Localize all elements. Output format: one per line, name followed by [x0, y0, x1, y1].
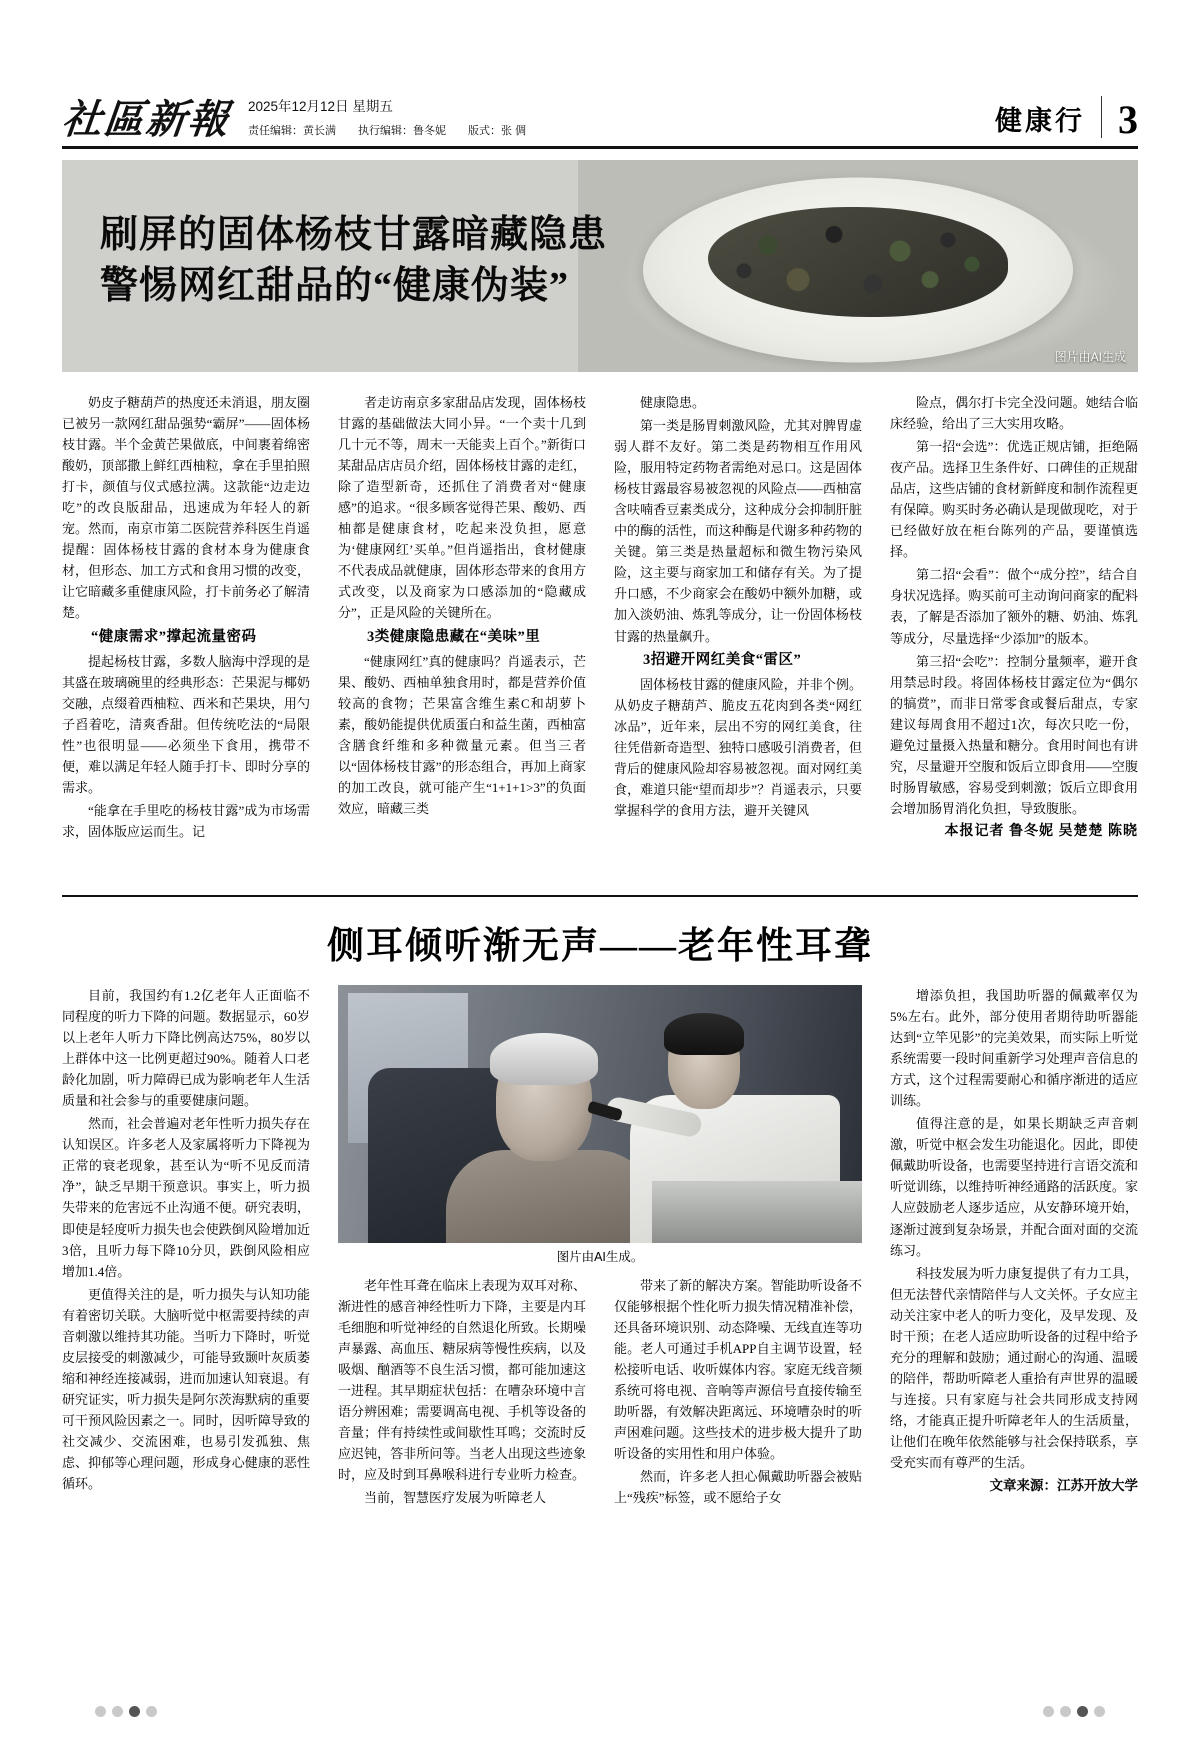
article2-photo-caption: 图片由AI生成。 [556, 1250, 644, 1264]
credit-responsible-editor: 责任编辑：黄长满 [248, 125, 336, 137]
paragraph: 科技发展为听力康复提供了有力工具，但无法替代亲情陪伴与人文关怀。子女应主动关注家中老人的听力变化，及早发现、及时干预；在老人适应助听设备的过程中给予充分的理解和鼓励；通过耐心的沟通、温暖的陪伴，帮助听障老人重拾有声世界的温暖与连接。只有家庭与社会共同形成支持网络，才能真正提升听障老年人的生活质量，让他们在晚年依然能够与社会保持联系，享受充实而有尊严的生活。 [890, 1265, 1138, 1471]
section-divider [1101, 96, 1102, 138]
paragraph: 者走访南京多家甜品店发现，固体杨枝甘露的基础做法大同小异。“一个卖十几到几十元不等，周末一天能卖上百个。”新街口某甜品店店员介绍，固体杨枝甘露的走红，除了造型新奇，还抓住了消费者对“健康感”的追求。“很多顾客觉得芒果、酸奶、西柚都是健康食材，吃起来没负担，愿意为‘健康网红’买单。”但肖遥指出，食材健康不代表成品就健康，固体形态带来的食用方式改变，以及商家为口感添加的“隐藏成分”，正是风险的关键所在。 [338, 395, 586, 621]
editor-credits [248, 122, 526, 138]
article2-column-2 [338, 1275, 586, 1511]
paragraph: 第一招“会选”：优选正规店铺，拒绝隔夜产品。选择卫生条件好、口碑佳的正规甜品店，这些店铺的食材新鲜度和制作流程更有保障。购买时务必确认是现做现吃，对于已经做好放在柜台陈列的产品，要谨慎选择。 [890, 439, 1138, 560]
article1-body [62, 392, 1138, 877]
paragraph: 带来了新的解决方案。智能助听设备不仅能够根据个性化听力损失情况精准补偿，还具备环境识别、动态降噪、无线直连等功能。老人可通过手机APP自主调节设置，轻松接听电话、收听媒体内容。家庭无线音频系统可将电视、音响等声源信号直接传输至助听器，有效解决距离远、环境嘈杂时的听声困难问题。这些技术的进步极大提升了助听设备的实用性和用户体验。 [614, 1278, 862, 1462]
newspaper-logo: 社區新報 [59, 97, 233, 142]
doctor-hair-shape [664, 1013, 744, 1055]
footer-dot [95, 1706, 106, 1717]
article1-column-1 [62, 392, 310, 877]
article2-column-3 [614, 1275, 862, 1511]
paragraph: 奶皮子糖葫芦的热度还未消退，朋友圈已被另一款网红甜品强势“霸屏”——固体杨枝甘露。半个金黄芒果做底，中间裹着绵密酸奶，顶部撒上鲜红西柚粒，拿在手里拍照打卡，颜值与仪式感拉满。这款能“边走边吃”的改良版甜品，迅速成为年轻人的新宠。然而，南京市第二医院营养科医生肖遥提醒：固体杨枝甘露的食材本身为健康食材，但形态、加工方式和食用习惯的改变，让它暗藏多重健康风险，打卡前务必了解清楚。 [62, 395, 310, 621]
article2-column-4 [890, 985, 1138, 1499]
article1-byline: 本报记者 鲁冬妮 吴楚楚 陈晓 [944, 823, 1138, 839]
paragraph: “能拿在手里吃的杨枝甘露”成为市场需求，固体版应运而生。记 [62, 803, 310, 840]
paragraph: 第二招“会看”：做个“成分控”，结合自身状况选择。购买前可主动询问商家的配料表，了解是否添加了额外的糖、奶油、炼乳等成分，尽量选择“少添加”的版本。 [890, 567, 1138, 646]
section-title: 健康行 [995, 106, 1085, 136]
paragraph: 老年性耳聋在临床上表现为双耳对称、渐进性的感音神经性听力下降，主要是内耳毛细胞和听觉神经的自然退化所致。长期噪声暴露、高血压、糖尿病等慢性疾病，以及吸烟、酗酒等不良生活习惯，都可能加速这一进程。其早期症状包括：在嘈杂环境中言语分辨困难；需要调高电视、手机等设备的音量；伴有持续性或间歇性耳鸣；交流时反应迟钝，答非所问等。当老人出现这些迹象时，应及时到耳鼻喉科进行专业听力检查。 [338, 1278, 586, 1483]
article2-photo [338, 985, 862, 1243]
credit-executive-editor: 执行编辑：鲁冬妮 [358, 125, 446, 137]
article1-column-2 [338, 392, 586, 877]
paragraph: 值得注意的是，如果长期缺乏声音刺激，听觉中枢会发生功能退化。因此，即使佩戴助听设备，也需要坚持进行言语交流和听觉训练，以维持听神经通路的活跃度。家人应鼓励老人逐步适应，从安静环境开始，逐渐过渡到复杂场景，并配合面对面的交流练习。 [890, 1116, 1138, 1258]
article1-subhead-1: “健康需求”撑起流量密码 [91, 628, 257, 645]
article-divider-rule [62, 895, 1138, 897]
paragraph: 然而，许多老人担心佩戴助听器会被贴上“残疾”标签，或不愿给子女 [614, 1469, 862, 1506]
footer-dots-left [95, 1706, 157, 1717]
article2-column-1 [62, 985, 310, 1496]
paragraph: 当前，智慧医疗发展为听障老人 [364, 1490, 547, 1506]
article1-subhead-3: 3招避开网红美食“雷区” [643, 651, 802, 668]
article1-column-3 [614, 392, 862, 877]
paragraph: 固体杨枝甘露的健康风险，并非个例。从奶皮子糖葫芦、脆皮五花肉到各类“网红冰品”，近年来，层出不穷的网红美食，往往凭借新奇造型、独特口感吸引消费者，但背后的健康风险却容易被忽视。面对网红美食，难道只能“望而却步”？肖遥表示，只要掌握科学的食用方法，避开关键风 [614, 677, 862, 819]
page-number: 3 [1118, 97, 1138, 142]
desk-shape [652, 1181, 862, 1243]
patient-hair-shape [490, 1033, 598, 1085]
paragraph: 险点，偶尔打卡完全没问题。她结合临床经验，给出了三大实用攻略。 [890, 395, 1138, 432]
credit-layout: 版式：张 倜 [468, 125, 527, 137]
paragraph: 第一类是肠胃刺激风险，尤其对脾胃虚弱人群不友好。第二类是药物相互作用风险，服用特定药物者需绝对忌口。这是固体杨枝甘露最容易被忽视的风险点——西柚富含呋喃香豆素类成分，这种成分会抑制肝脏中的酶的活性，而这种酶是代谢多种药物的关键。第三类是热量超标和微生物污染风险，这主要与商家加工和储存有关。为了提升口感，不少商家会在酸奶中额外加糖，或加入淡奶油、炼乳等成分，让一份固体杨枝甘露的热量飙升。 [614, 418, 862, 644]
article1-column-4 [890, 392, 1138, 877]
footer-dot [129, 1706, 140, 1717]
hero-photo-caption: 图片由AI生成 [1054, 350, 1126, 364]
masthead-rule [62, 146, 1138, 149]
footer-dot [1077, 1706, 1088, 1717]
article1-hero [62, 160, 1138, 372]
article1-headline [100, 210, 740, 312]
article2-body [62, 985, 1138, 1665]
article2-source: 文章来源：江苏开放大学 [989, 1478, 1138, 1494]
patient-body-shape [446, 1150, 656, 1243]
footer-dot [146, 1706, 157, 1717]
masthead-meta [248, 95, 526, 140]
paragraph: 提起杨枝甘露，多数人脑海中浮现的是其盛在玻璃碗里的经典形态：芒果泥与椰奶交融，点缀着西柚粒、西米和芒果块，用勺子舀着吃，清爽香甜。但传统吃法的“局限性”也很明显——必须坐下食用，携带不便，难以满足年轻人随手打卡、即时分享的需求。 [62, 654, 310, 796]
paragraph: 然而，社会普遍对老年性听力损失存在认知误区。许多老人及家属将听力下降视为正常的衰老现象，甚至认为“听不见反而清净”，缺乏早期干预意识。事实上，听力损失带来的危害远不止沟通不便。研究表明，即使是轻度听力损失也会使跌倒风险增加近3倍，且听力每下降10分贝，跌倒风险相应增加1.4倍。 [62, 1116, 310, 1279]
masthead [59, 78, 1138, 142]
footer-dot [1043, 1706, 1054, 1717]
paragraph: 增添负担，我国助听器的佩戴率仅为5%左右。此外，部分使用者期待助听器能达到“立竿见影”的完美效果，而实际上听觉系统需要一段时间重新学习处理声音信息的方式，这个过程需要耐心和循序渐进的适应训练。 [890, 988, 1138, 1109]
paragraph: 目前，我国约有1.2亿老年人正面临不同程度的听力下降的问题。数据显示，60岁以上老年人听力下降比例高达75%，80岁以上群体中这一比例更超过90%。随着人口老龄化加剧，听力障碍已成为影响老年人生活质量和社会参与的重要健康问题。 [62, 988, 310, 1109]
paragraph: 第三招“会吃”：控制分量频率，避开食用禁忌时段。将固体杨枝甘露定位为“偶尔的犒赏”，而非日常零食或餐后甜点，专家建议每周食用不超过1次，每次只吃一份，避免过量摄入热量和糖分。食用时间也有讲究，尽量避开空腹和饭后立即食用——空腹时肠胃敏感，容易受到刺激；饭后立即食用会增加肠胃消化负担，导致腹胀。 [890, 653, 1138, 816]
article1-headline-line2: 警惕网红甜品的“健康伪装” [100, 264, 570, 307]
paragraph: “健康网红”真的健康吗？肖遥表示，芒果、酸奶、西柚单独食用时，都是营养价值较高的食物；芒果富含维生素C和胡萝卜素，酸奶能提供优质蛋白和益生菌，西柚富含膳食纤维和多种微量元素。但当三者以“固体杨枝甘露”的形态组合，再加上商家的加工改良，就可能产生“1+1+1>3”的负面效应，暗藏三类 [338, 654, 586, 817]
article1-subhead-2: 3类健康隐患藏在“美味”里 [367, 628, 541, 645]
article2-headline: 侧耳倾听渐无声——老年性耳聋 [327, 926, 873, 967]
paragraph: 健康隐患。 [640, 395, 706, 410]
paragraph: 更值得关注的是，听力损失与认知功能有着密切关联。大脑听觉中枢需要持续的声音刺激以维持其功能。当听力下降时，听觉皮层接受的刺激减少，可能导致颞叶灰质萎缩和神经连接减弱，进而加速认知衰退。有研究证实，听力损失是阿尔茨海默病的重要可干预风险因素之一。同时，因听障导致的社交减少、交流困难，也易引发孤独、焦虑、抑郁等心理问题，形成身心健康的恶性循环。 [62, 1286, 310, 1492]
publication-date: 2025年12月12日 星期五 [248, 99, 393, 114]
footer-dot [1060, 1706, 1071, 1717]
footer-dot [112, 1706, 123, 1717]
article1-headline-line1: 刷屏的固体杨枝甘露暗藏隐患 [100, 214, 608, 256]
footer-dots-right [1043, 1706, 1105, 1717]
footer-dot [1094, 1706, 1105, 1717]
masthead-section-block [995, 96, 1138, 140]
